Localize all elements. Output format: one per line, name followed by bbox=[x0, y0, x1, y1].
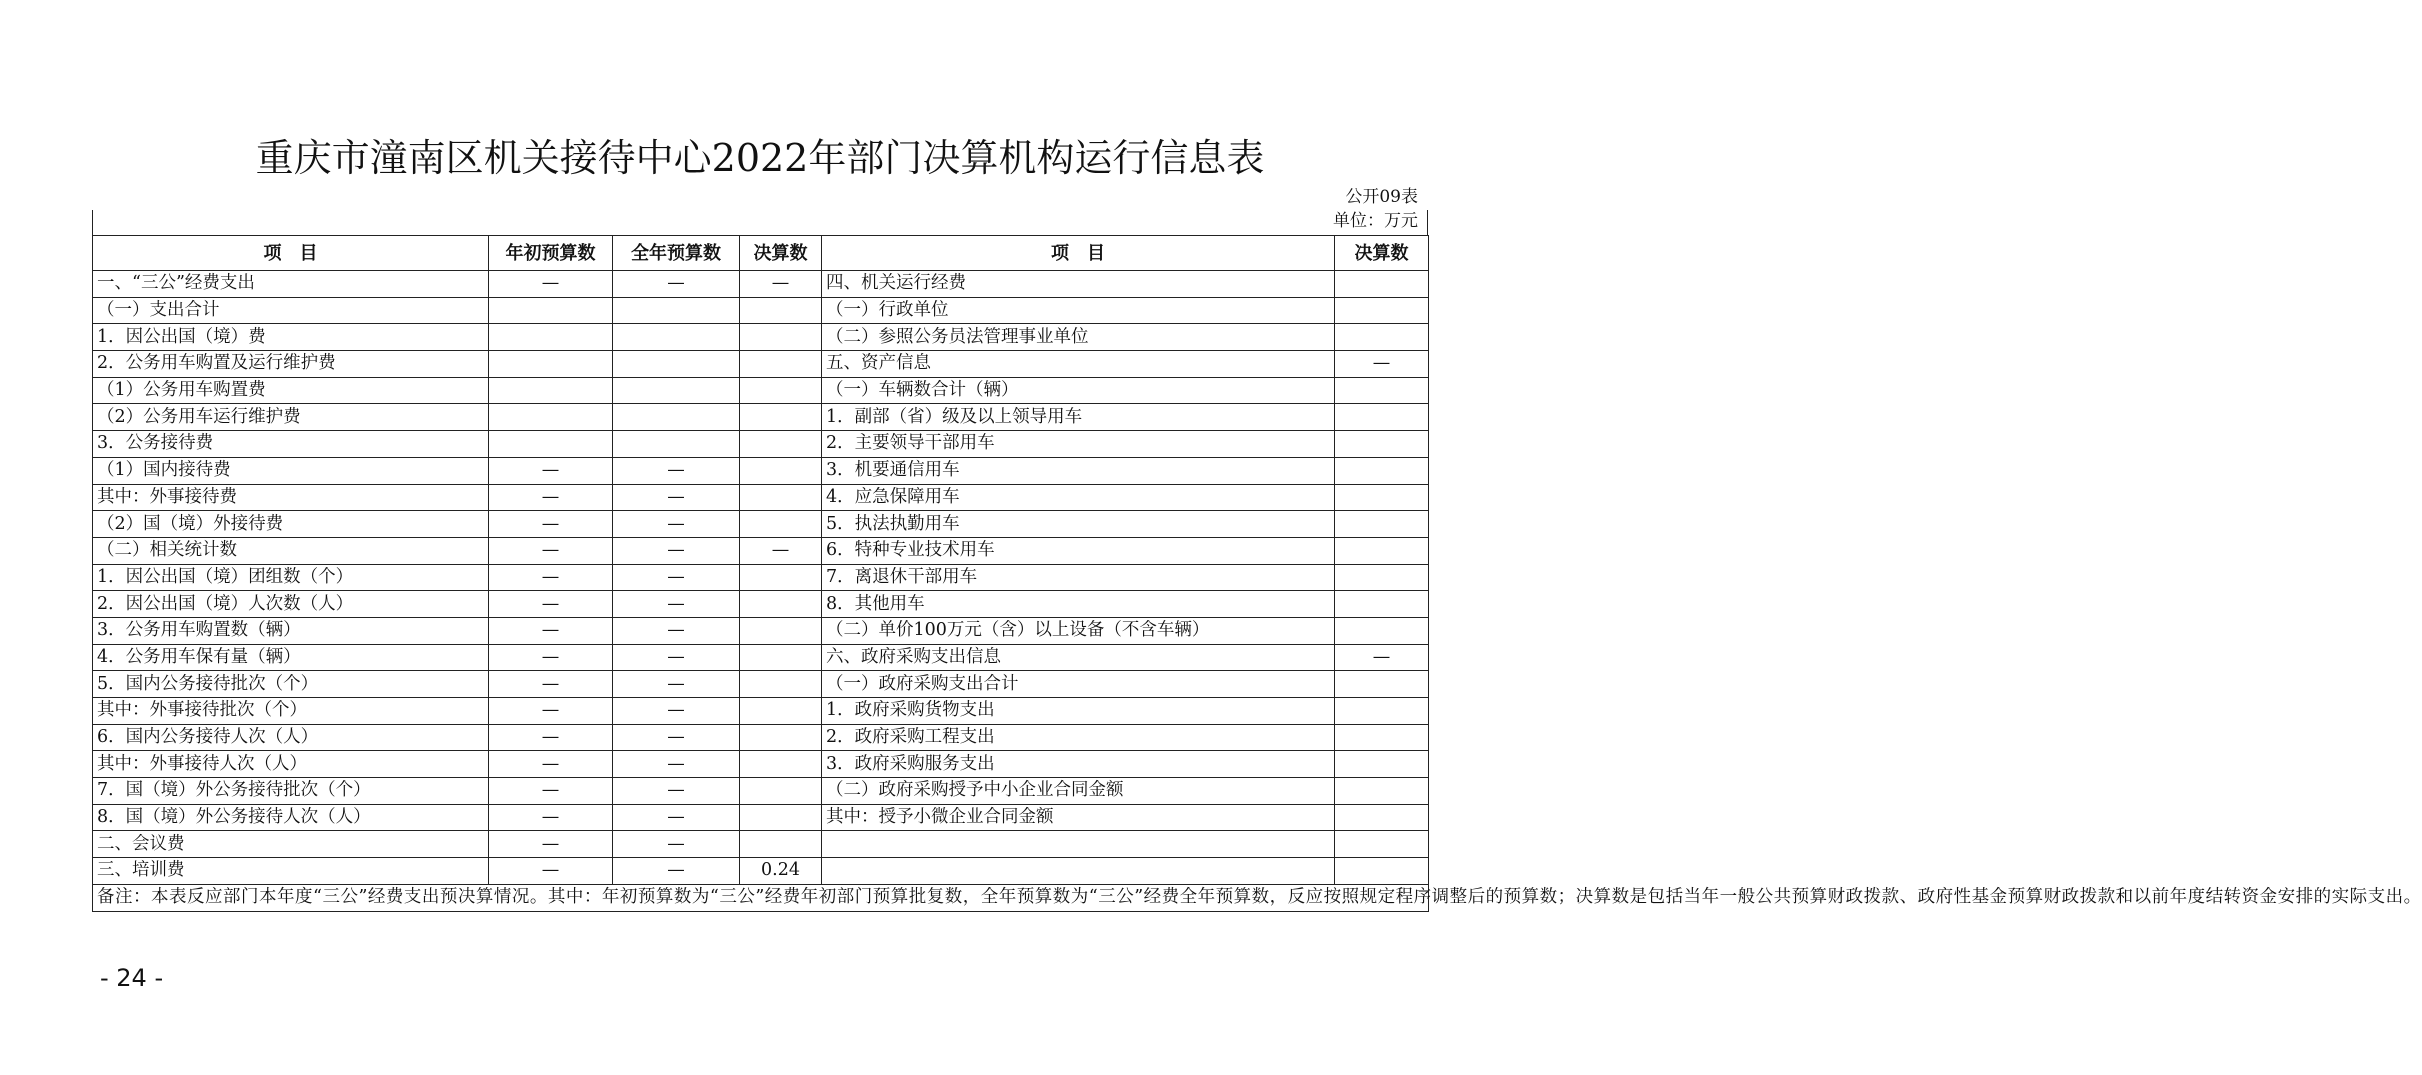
page-number: - 24 - bbox=[100, 964, 164, 992]
initial-budget: — bbox=[489, 644, 613, 671]
full-year-budget: — bbox=[613, 831, 740, 858]
unit-label: 单位：万元 bbox=[1333, 211, 1418, 231]
table-left-edge bbox=[92, 210, 93, 236]
header-full-year-budget: 全年预算数 bbox=[613, 236, 740, 271]
full-year-budget: — bbox=[613, 564, 740, 591]
left-item: 其中：外事接待批次（个） bbox=[93, 698, 489, 725]
final-accounts bbox=[740, 564, 822, 591]
left-item: 二、会议费 bbox=[93, 831, 489, 858]
table-row bbox=[93, 431, 1429, 458]
full-year-budget: — bbox=[613, 698, 740, 725]
right-final-accounts bbox=[1335, 484, 1429, 511]
final-accounts bbox=[740, 724, 822, 751]
final-accounts bbox=[740, 431, 822, 458]
right-item: （一）行政单位 bbox=[822, 297, 1335, 324]
table-row bbox=[93, 404, 1429, 431]
initial-budget: — bbox=[489, 831, 613, 858]
final-accounts bbox=[740, 591, 822, 618]
final-accounts: 0.24 bbox=[740, 858, 822, 885]
full-year-budget: — bbox=[613, 484, 740, 511]
operations-info-table bbox=[92, 235, 2422, 912]
full-year-budget bbox=[613, 351, 740, 378]
header-left-item: 项 目 bbox=[93, 236, 489, 271]
right-final-accounts bbox=[1335, 537, 1429, 564]
right-final-accounts bbox=[1335, 751, 1429, 778]
left-item: 3．公务接待费 bbox=[93, 431, 489, 458]
right-item: 7．离退休干部用车 bbox=[822, 564, 1335, 591]
header-final-accounts: 决算数 bbox=[740, 236, 822, 271]
final-accounts bbox=[740, 297, 822, 324]
right-item: （二）单价100万元（含）以上设备（不含车辆） bbox=[822, 617, 1335, 644]
full-year-budget bbox=[613, 324, 740, 351]
initial-budget bbox=[489, 324, 613, 351]
left-item: 4．公务用车保有量（辆） bbox=[93, 644, 489, 671]
initial-budget: — bbox=[489, 457, 613, 484]
right-item: 8．其他用车 bbox=[822, 591, 1335, 618]
final-accounts bbox=[740, 324, 822, 351]
right-final-accounts bbox=[1335, 324, 1429, 351]
right-final-accounts: — bbox=[1335, 644, 1429, 671]
table-row bbox=[93, 591, 1429, 618]
table-header-row bbox=[93, 236, 1429, 271]
left-item: 3．公务用车购置数（辆） bbox=[93, 617, 489, 644]
table-row bbox=[93, 297, 1429, 324]
right-final-accounts bbox=[1335, 778, 1429, 805]
table-row bbox=[93, 751, 1429, 778]
initial-budget: — bbox=[489, 484, 613, 511]
table-row bbox=[93, 564, 1429, 591]
header-initial-budget: 年初预算数 bbox=[489, 236, 613, 271]
table-row bbox=[93, 858, 1429, 885]
initial-budget: — bbox=[489, 537, 613, 564]
right-item: 其中：授予小微企业合同金额 bbox=[822, 804, 1335, 831]
table-row bbox=[93, 484, 1429, 511]
right-item: 4．应急保障用车 bbox=[822, 484, 1335, 511]
full-year-budget: — bbox=[613, 271, 740, 298]
right-final-accounts: — bbox=[1335, 351, 1429, 378]
full-year-budget: — bbox=[613, 778, 740, 805]
full-year-budget bbox=[613, 297, 740, 324]
full-year-budget: — bbox=[613, 644, 740, 671]
right-item: 六、政府采购支出信息 bbox=[822, 644, 1335, 671]
header-right-item: 项 目 bbox=[822, 236, 1335, 271]
final-accounts bbox=[740, 751, 822, 778]
table-row bbox=[93, 671, 1429, 698]
final-accounts bbox=[740, 457, 822, 484]
right-final-accounts bbox=[1335, 591, 1429, 618]
initial-budget: — bbox=[489, 591, 613, 618]
table-row bbox=[93, 324, 1429, 351]
initial-budget: — bbox=[489, 751, 613, 778]
right-final-accounts bbox=[1335, 724, 1429, 751]
final-accounts bbox=[740, 377, 822, 404]
initial-budget bbox=[489, 404, 613, 431]
initial-budget bbox=[489, 377, 613, 404]
right-final-accounts bbox=[1335, 804, 1429, 831]
initial-budget: — bbox=[489, 671, 613, 698]
right-item: （二）政府采购授予中小企业合同金额 bbox=[822, 778, 1335, 805]
left-item: （二）相关统计数 bbox=[93, 537, 489, 564]
table-row bbox=[93, 698, 1429, 725]
left-item: （一）支出合计 bbox=[93, 297, 489, 324]
right-final-accounts bbox=[1335, 858, 1429, 885]
full-year-budget: — bbox=[613, 751, 740, 778]
header-right-final-accounts: 决算数 bbox=[1335, 236, 1429, 271]
table-row bbox=[93, 831, 1429, 858]
page-title: 重庆市潼南区机关接待中心2022年部门决算机构运行信息表 bbox=[255, 136, 1265, 180]
left-item: 5．国内公务接待批次（个） bbox=[93, 671, 489, 698]
initial-budget: — bbox=[489, 271, 613, 298]
full-year-budget: — bbox=[613, 804, 740, 831]
right-final-accounts bbox=[1335, 617, 1429, 644]
table-row bbox=[93, 457, 1429, 484]
table-note: 备注：本表反应部门本年度“三公”经费支出预决算情况。其中：年初预算数为“三公”经费年初部门预算批复数，全年预算数为“三公”经费全年预算数，反应按照规定程序调整后的预算数；决算数是包括当年一般公共预算财政拨款、政府性基金预算财政拨款和以前年度结转资金安排的实际支出。 bbox=[93, 884, 1429, 911]
right-final-accounts bbox=[1335, 511, 1429, 538]
final-accounts bbox=[740, 778, 822, 805]
full-year-budget: — bbox=[613, 457, 740, 484]
initial-budget bbox=[489, 297, 613, 324]
initial-budget: — bbox=[489, 778, 613, 805]
table-row bbox=[93, 644, 1429, 671]
full-year-budget: — bbox=[613, 724, 740, 751]
table-row bbox=[93, 271, 1429, 298]
final-accounts bbox=[740, 484, 822, 511]
left-item: 一、“三公”经费支出 bbox=[93, 271, 489, 298]
full-year-budget: — bbox=[613, 617, 740, 644]
right-final-accounts bbox=[1335, 297, 1429, 324]
final-accounts: — bbox=[740, 537, 822, 564]
initial-budget: — bbox=[489, 617, 613, 644]
right-final-accounts bbox=[1335, 377, 1429, 404]
full-year-budget: — bbox=[613, 858, 740, 885]
table-row bbox=[93, 804, 1429, 831]
right-item bbox=[822, 831, 1335, 858]
right-item: （一）车辆数合计（辆） bbox=[822, 377, 1335, 404]
final-accounts: — bbox=[740, 271, 822, 298]
left-item: 2．因公出国（境）人次数（人） bbox=[93, 591, 489, 618]
final-accounts bbox=[740, 831, 822, 858]
right-item: 四、机关运行经费 bbox=[822, 271, 1335, 298]
final-accounts bbox=[740, 671, 822, 698]
table-row bbox=[93, 617, 1429, 644]
left-item: 其中：外事接待人次（人） bbox=[93, 751, 489, 778]
right-item: 3．机要通信用车 bbox=[822, 457, 1335, 484]
right-final-accounts bbox=[1335, 431, 1429, 458]
final-accounts bbox=[740, 404, 822, 431]
right-final-accounts bbox=[1335, 671, 1429, 698]
note-row bbox=[93, 884, 1429, 911]
initial-budget: — bbox=[489, 564, 613, 591]
full-year-budget: — bbox=[613, 591, 740, 618]
initial-budget bbox=[489, 351, 613, 378]
final-accounts bbox=[740, 617, 822, 644]
right-final-accounts bbox=[1335, 404, 1429, 431]
right-item: 五、资产信息 bbox=[822, 351, 1335, 378]
table-row bbox=[93, 377, 1429, 404]
right-item: （一）政府采购支出合计 bbox=[822, 671, 1335, 698]
right-item: 1．副部（省）级及以上领导用车 bbox=[822, 404, 1335, 431]
right-item: 5．执法执勤用车 bbox=[822, 511, 1335, 538]
left-item: （2）公务用车运行维护费 bbox=[93, 404, 489, 431]
full-year-budget: — bbox=[613, 671, 740, 698]
full-year-budget bbox=[613, 377, 740, 404]
right-item: （二）参照公务员法管理事业单位 bbox=[822, 324, 1335, 351]
initial-budget bbox=[489, 431, 613, 458]
initial-budget: — bbox=[489, 724, 613, 751]
table-right-edge bbox=[1427, 210, 1428, 236]
left-item: （1）公务用车购置费 bbox=[93, 377, 489, 404]
right-final-accounts bbox=[1335, 271, 1429, 298]
left-item: 其中：外事接待费 bbox=[93, 484, 489, 511]
table-row bbox=[93, 537, 1429, 564]
right-item bbox=[822, 858, 1335, 885]
table-row bbox=[93, 511, 1429, 538]
initial-budget: — bbox=[489, 858, 613, 885]
table-row bbox=[93, 724, 1429, 751]
right-final-accounts bbox=[1335, 831, 1429, 858]
full-year-budget bbox=[613, 404, 740, 431]
left-item: 三、培训费 bbox=[93, 858, 489, 885]
initial-budget: — bbox=[489, 698, 613, 725]
final-accounts bbox=[740, 644, 822, 671]
form-number: 公开09表 bbox=[1345, 187, 1418, 207]
full-year-budget bbox=[613, 431, 740, 458]
final-accounts bbox=[740, 804, 822, 831]
final-accounts bbox=[740, 351, 822, 378]
left-item: 1．因公出国（境）团组数（个） bbox=[93, 564, 489, 591]
left-item: 8．国（境）外公务接待人次（人） bbox=[93, 804, 489, 831]
full-year-budget: — bbox=[613, 511, 740, 538]
left-item: 6．国内公务接待人次（人） bbox=[93, 724, 489, 751]
right-item: 1．政府采购货物支出 bbox=[822, 698, 1335, 725]
right-item: 3．政府采购服务支出 bbox=[822, 751, 1335, 778]
full-year-budget: — bbox=[613, 537, 740, 564]
left-item: 1．因公出国（境）费 bbox=[93, 324, 489, 351]
final-accounts bbox=[740, 511, 822, 538]
left-item: 2．公务用车购置及运行维护费 bbox=[93, 351, 489, 378]
left-item: 7．国（境）外公务接待批次（个） bbox=[93, 778, 489, 805]
final-accounts bbox=[740, 698, 822, 725]
table-row bbox=[93, 778, 1429, 805]
right-final-accounts bbox=[1335, 457, 1429, 484]
right-item: 6．特种专业技术用车 bbox=[822, 537, 1335, 564]
table-row bbox=[93, 351, 1429, 378]
left-item: （1）国内接待费 bbox=[93, 457, 489, 484]
initial-budget: — bbox=[489, 804, 613, 831]
initial-budget: — bbox=[489, 511, 613, 538]
right-item: 2．政府采购工程支出 bbox=[822, 724, 1335, 751]
right-final-accounts bbox=[1335, 698, 1429, 725]
right-final-accounts bbox=[1335, 564, 1429, 591]
right-item: 2．主要领导干部用车 bbox=[822, 431, 1335, 458]
left-item: （2）国（境）外接待费 bbox=[93, 511, 489, 538]
